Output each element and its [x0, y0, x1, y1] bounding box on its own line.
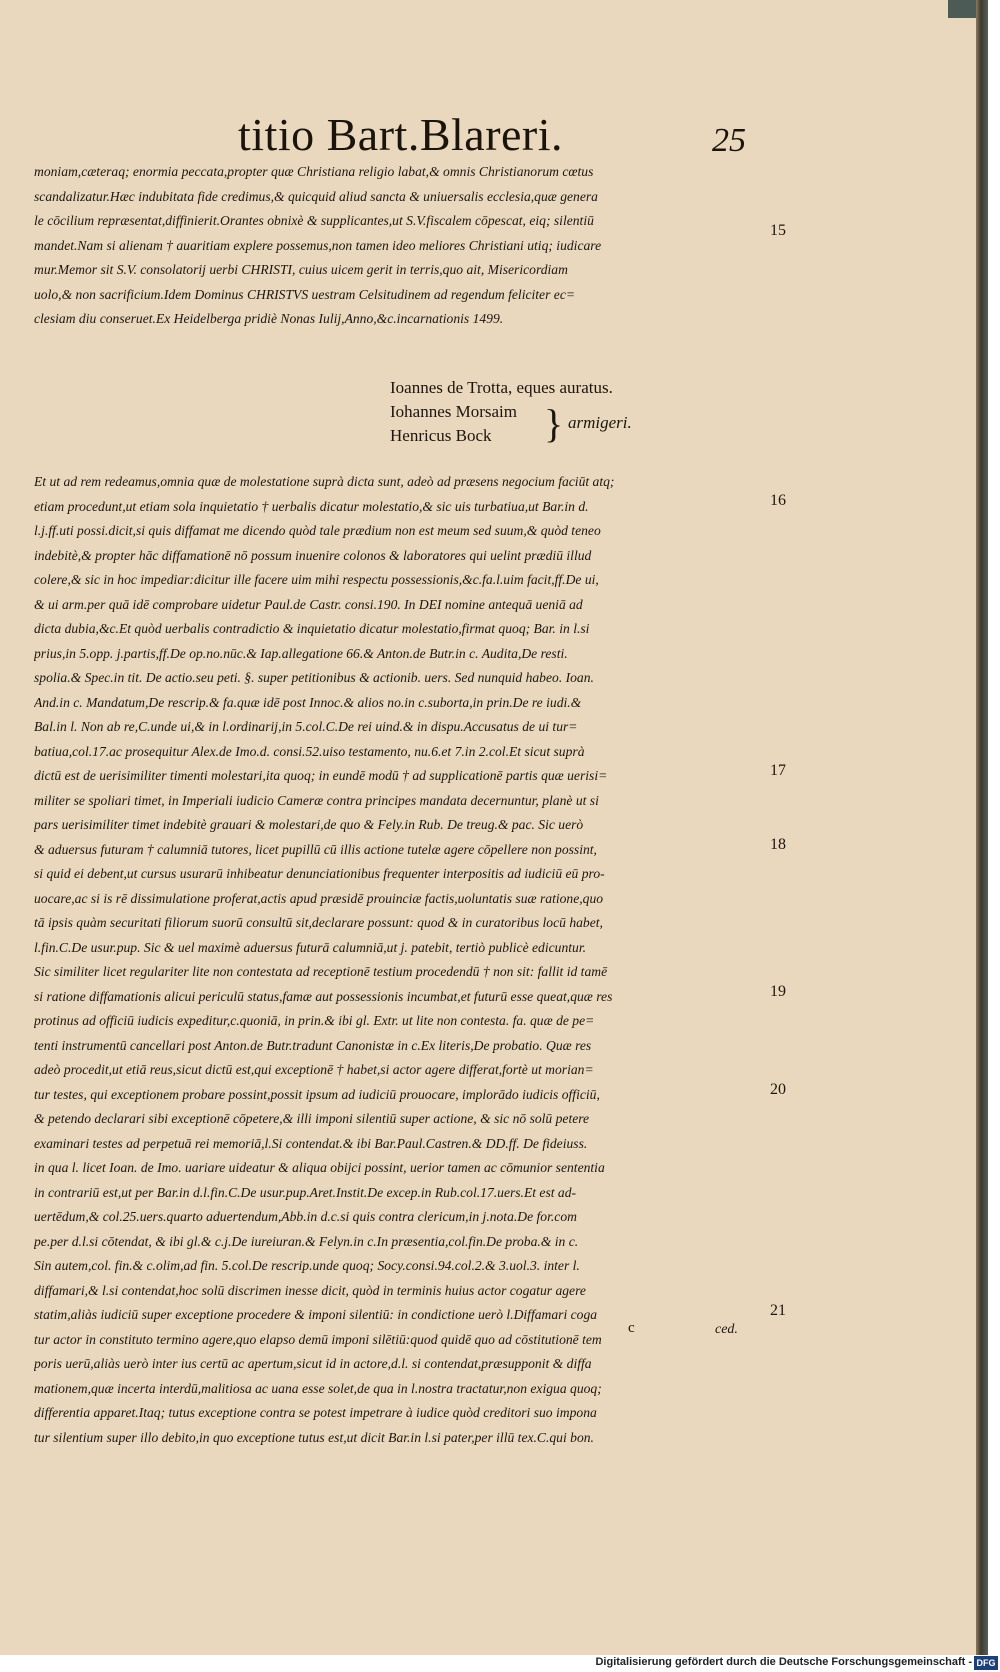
text-line: pe.per d.l.si cōtendat, & ibi gl.& c.j.De iureiuran.& Felyn.in c.In præsentia,col.fin.De proba.& in c. [34, 1233, 579, 1249]
margin-number: 20 [770, 1081, 786, 1098]
text-line: pars uerisimiliter timet indebitè grauari & molestari,de quo & Fely.in Rub. De treug.& pac. Sic uerò [34, 817, 584, 832]
brace-names [390, 400, 517, 448]
text-line: colere,& sic in hoc impediar:dicitur ille facere uim mihi respectu possessionis,&c.fa.l.uim facit,ff.De ui, [34, 572, 599, 587]
text-line: Sic similiter licet regulariter lite non contestata ad receptionē testium procedendū † non sit: fallit id tamē [34, 964, 608, 979]
dfg-logo-icon: DFG [974, 1656, 998, 1670]
text-line: mationem,quæ incerta interdū,malitiosa ac uana esse solet,de qua in l.nostra tractatur,non exigua quoq; [34, 1380, 602, 1396]
margin-number: 16 [770, 492, 786, 509]
text-line: l.j.ff.uti possi.dicit,si quis diffamat me dicendo quòd tale prædium non est meum sed suum,& quòd teneo [34, 523, 601, 538]
text-line: examinari testes ad perpetuā rei memoriā,l.Si contendat.& ibi Bar.Paul.Castren.& DD.ff. De fideiuss. [34, 1135, 588, 1151]
brace-label: armigeri. [568, 413, 632, 432]
text-line: tur actor in constituto termino agere,quo elapso demū imponi silētiū:quod quidē quo ad cōstitutionē tem [34, 1331, 602, 1347]
text-line: Et ut ad rem redeamus,omnia quæ de molestatione suprà dicta sunt, adeò ad præsens negocium faciūt atq; [34, 474, 615, 489]
margin-number: 21 [770, 1302, 786, 1319]
text-line: And.in c. Mandatum,De rescrip.& fa.quæ idē post Innoc.& alios no.in c.suborta,in prin.De re iudi.& [34, 694, 582, 710]
footer-bar [0, 1655, 1000, 1672]
page-header [0, 108, 988, 168]
text-line: tur testes, qui exceptionem probare possint,possit ipsum ad iudiciū prouocare, implorādo iudicis officiū, [34, 1086, 600, 1102]
text-line: si quid ei debent,ut cursus usurarū inhibeatur denunciationibus frequenter interpositis ad iudiciū eū pro- [34, 866, 605, 881]
margin-number: 18 [770, 836, 786, 853]
text-block-letter [34, 160, 759, 332]
text-line: etiam procedunt,ut etiam sola inquietatio † uerbalis dicatur molestatio,& sic uis turbatiua,ut Bar.in d. [34, 498, 589, 514]
text-line: dicta dubia,&c.Et quòd uerbalis contradictio & inquietatio dicatur molestatio,firmat quoq; Bar. in l.si [34, 621, 590, 636]
text-line: mandet.Nam si alienam † auaritiam explere possemus,non tamen ideo meliores Christiani utiq; iudicare [34, 237, 602, 253]
text-line: si ratione diffamationis alicui periculū status,famæ aut possessionis incumbat,et futurū esse queat,quæ res [34, 988, 613, 1004]
text-line: indebitè,& propter hāc diffamationē nō possum inuenire colonos & laboratores qui uelint prædiū illud [34, 547, 592, 563]
text-line: moniam,cæteraq; enormia peccata,propter quæ Christiana religio labat,& omnis Christianorum cœtus [34, 164, 594, 179]
text-line: in qua l. licet Ioan. de Imo. uariare uideatur & aliqua obijci possint, uerior tamen ac cōmunior sententia [34, 1160, 605, 1175]
page-number: 25 [712, 122, 746, 159]
text-line: uocare,ac si is rē dissimulatione proferat,actis apud præsidē prouinciæ factis,uoluntatis suæ ratione,quo [34, 890, 604, 906]
text-line: uertēdum,& col.25.uers.quarto aduertendum,Abb.in d.c.si quis contra clericum,in j.nota.De for.com [34, 1209, 577, 1224]
text-line: adeò procedit,ut etiā reus,sicut dictū est,qui exceptionē † habet,si actor agere differat,fortè ut morian= [34, 1062, 594, 1077]
text-line: uolo,& non sacrificium.Idem Dominus CHRISTVS uestram Celsitudinem ad regendum feliciter ec= [34, 286, 576, 302]
text-line: spolia.& Spec.in tit. De actio.seu peti. §. super petitionibus & actionib. uers. Sed nunquid habeo. Ioan. [34, 670, 594, 685]
text-line: batiua,col.17.ac prosequitur Alex.de Imo.d. consi.52.uiso testamento, nu.6.et 7.in 2.col.Et sicut suprà [34, 743, 585, 759]
text-line: prius,in 5.opp. j.partis,ff.De op.no.nūc.& Iap.allegatione 66.& Anton.de Butr.in c. Audita,De resti. [34, 645, 568, 661]
text-line: protinus ad officiū iudicis expeditur,c.quoniā, in prin.& ibi gl. Extr. ut lite non contesta. fa. quæ de pe= [34, 1013, 595, 1028]
text-line: clesiam diu conseruet.Ex Heidelberga pridiè Nonas Iulij,Anno,&c.incarnationis 1499. [34, 311, 504, 326]
text-line: diffamari,& l.si contendat,hoc solū discrimen inesse dicit, quòd in terminis huius actor cogatur agere [34, 1282, 586, 1298]
text-line: in contrariū est,ut per Bar.in d.l.fin.C.De usur.pup.Aret.Instit.De excep.in Rub.col.17.uers.Et est ad- [34, 1184, 577, 1200]
text-line: differentia apparet.Itaq; tutus exceptione contra se potest impetrare à iudice quòd creditori suo impona [34, 1405, 597, 1420]
text-line: statim,aliàs iudiciū super exceptione procedere & imponi silentiū: in condictione uerò l.Diffamari coga [34, 1307, 598, 1322]
text-line: tā ipsis quàm securitati filiorum suorū consultū sit,declarare possunt: quod & in curatoribus locū habet, [34, 915, 603, 930]
text-line: poris uerū,aliàs uerò inter ius certū ac apertum,sicut id in actore,d.l. si contendat,præsupponit & diffa [34, 1356, 592, 1371]
brace-group [390, 400, 750, 450]
text-line: & ui arm.per quā idē comprobare uidetur Paul.de Castr. consi.190. In DEI nomine antequā ueniā ad [34, 596, 583, 612]
text-line: tur silentium super illo debito,in quo exceptione tutus est,ut dicit Bar.in l.si pater,per illū tex.C.qui bon. [34, 1429, 594, 1445]
signature-name: Henricus Bock [390, 426, 492, 445]
running-title: titio Bart.Blareri. [238, 109, 564, 160]
signature-name: Iohannes Morsaim [390, 402, 518, 421]
text-line: l.fin.C.De usur.pup. Sic & uel maximè aduersus futurā calumniā,ut j. patebit, tertiò publicè edicuntur. [34, 939, 587, 955]
text-line: scandalizatur.Hæc indubitata fide credimus,& quicquid aliud sancta & uniuersalis ecclesia,quæ genera [34, 188, 598, 204]
text-line: militer se spoliari timet, in Imperiali iudicio Cameræ contra principes mandata decernuntur, planè ut si [34, 792, 599, 808]
signature-mark: c [628, 1320, 635, 1336]
catchword: ced. [715, 1322, 738, 1337]
text-block-main [34, 470, 759, 1450]
text-line: Sin autem,col. fin.& c.olim,ad fin. 5.col.De rescrip.unde quoq; Socy.consi.94.col.2.& 3.uol.3. inter l. [34, 1258, 580, 1273]
margin-number: 17 [770, 762, 786, 779]
text-line: & petendo declarari sibi exceptionē cōpetere,& illi imponi silentiū super actione, & sic nō solū petere [34, 1111, 590, 1126]
text-line: tenti instrumentū cancellari post Anton.de Butr.tradunt Canonistæ in c.Ex literis,De probatio. Quæ res [34, 1037, 592, 1053]
text-line: Bal.in l. Non ab re,C.unde ui,& in l.ordinarij,in 5.col.C.De rei uind.& in dispu.Accusatus de ui tur= [34, 719, 578, 734]
text-line: mur.Memor sit S.V. consolatorij uerbi CHRISTI, cuius uicem gerit in terris,quo ait, Misericordiam [34, 262, 568, 277]
footer-credit: Digitalisierung gefördert durch die Deutsche Forschungsgemeinschaft - [595, 1656, 972, 1668]
signature-line: Ioannes de Trotta, eques auratus. [390, 378, 613, 397]
brace-icon: } [544, 401, 564, 446]
text-line: & aduersus futuram † calumniā tutores, licet pupillū cū illis actione tutelæ agere cōpellere non possint, [34, 841, 597, 857]
text-line: le cōcilium repræsentat,diffinierit.Orantes obnixè & supplicantes,ut S.V.fiscalem cōpescat, eiq; silentiū [34, 213, 594, 228]
book-spine [976, 0, 988, 1655]
text-line: dictū est de uerisimiliter timenti molestari,ita quoq; in eundē modū † ad supplicationē partis quæ uerisi= [34, 768, 608, 783]
signatures [390, 376, 750, 450]
margin-number: 15 [770, 222, 786, 239]
margin-number: 19 [770, 983, 786, 1000]
